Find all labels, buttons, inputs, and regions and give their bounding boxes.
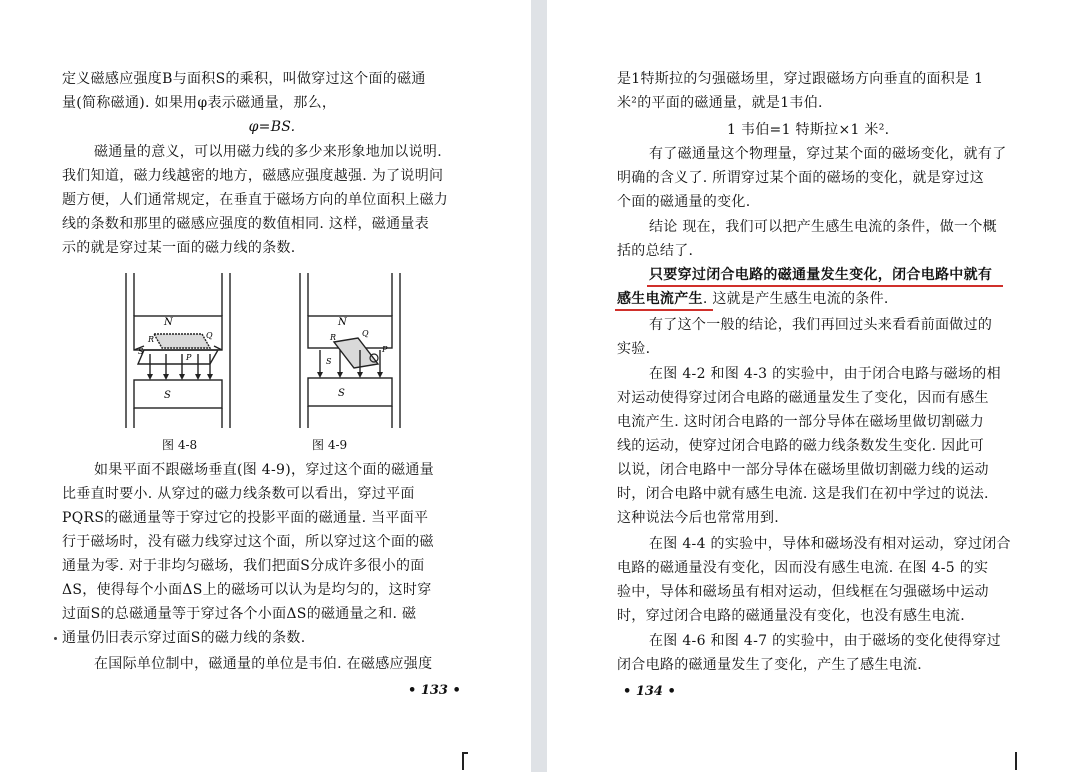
scan-mark [462, 752, 468, 754]
scan-mark [462, 752, 464, 770]
page-gutter [531, 0, 547, 772]
text-line: ΔS，使得每个小面ΔS上的磁场可以认为是均匀的，这时穿 [62, 582, 432, 598]
text-line: 线的运动，使穿过闭合电路的磁力线条数发生变化. 因此可 [617, 438, 984, 454]
fig2-label: P [382, 345, 388, 354]
text-line: 个面的磁通量的变化. [617, 194, 751, 210]
fig2-label: R [330, 333, 337, 342]
text-line: 结论 现在，我们可以把产生感生电流的条件，做一个概 [649, 219, 997, 235]
text-line: 在国际单位制中，磁通量的单位是韦伯. 在磁感应强度 [94, 656, 433, 672]
text-line: 这种说法今后也常常用到. [617, 510, 780, 526]
text-line: 线的条数和那里的磁感应强度的数值相同. 这样，磁通量表 [62, 216, 429, 232]
text-line: 磁通量的意义，可以用磁力线的多少来形象地加以说明. [94, 144, 442, 160]
conclusion-tail: . 这就是产生感生电流的条件. [702, 291, 889, 307]
text-line: 定义磁感应强度B与面积S的乘积，叫做穿过这个面的磁通 [62, 71, 426, 87]
text-line: 以说，闭合电路中一部分导体在磁场里做切割磁力线的运动 [617, 462, 989, 478]
figure-4-9 [290, 268, 420, 433]
text-line: 在图 4-6 和图 4-7 的实验中，由于磁场的变化使得穿过 [649, 633, 1001, 649]
text-line: 是1特斯拉的匀强磁场里，穿过跟磁场方向垂直的面积是 1 [617, 71, 984, 87]
text-line: 实验. [617, 341, 651, 357]
fig2-label: S [338, 388, 345, 399]
text-line [617, 290, 889, 308]
fig2-label: Q [362, 329, 369, 338]
text-line: 对运动使得穿过闭合电路的磁通量发生了变化，因而有感生 [617, 390, 989, 406]
scan-mark [1015, 752, 1017, 770]
formula-text: φ=BS. [248, 119, 296, 135]
text-line: 闭合电路的磁通量发生了变化，产生了感生电流. [617, 657, 923, 673]
scan-speck [54, 637, 57, 640]
text-line: 行于磁场时，没有磁力线穿过这个面，所以穿过这个面的磁 [62, 534, 434, 550]
fig1-label: N [164, 317, 173, 328]
fig1-label: S [138, 347, 144, 356]
text-line: 在图 4-2 和图 4-3 的实验中，由于闭合电路与磁场的相 [649, 366, 1001, 382]
page-133 [0, 0, 531, 772]
figure-caption: 图 4-9 [312, 438, 348, 452]
fig2-label: S [326, 357, 332, 366]
text-line: 电路的磁通量没有变化，因而没有感生电流. 在图 4-5 的实 [617, 560, 989, 576]
text-line: 米²的平面的磁通量，就是1韦伯. [617, 95, 823, 111]
text-line: PQRS的磁通量等于穿过它的投影平面的磁通量. 当平面平 [62, 510, 429, 526]
page-number: • 133 • [408, 683, 461, 698]
figure-caption: 图 4-8 [162, 438, 198, 452]
text-line: 我们知道，磁力线越密的地方，磁感应强度越强. 为了说明问 [62, 168, 444, 184]
text-line: 通量仍旧表示穿过面S的磁力线的条数. [62, 630, 306, 646]
text-line: 量(简称磁通). 如果用φ表示磁通量，那么， [62, 95, 337, 111]
text-line: 验中，导体和磁场虽有相对运动，但线框在匀强磁场中运动 [617, 584, 989, 600]
text-line: 在图 4-4 的实验中，导体和磁场没有相对运动，穿过闭合 [649, 536, 1011, 552]
text-line: 题方便，人们通常规定，在垂直于磁场方向的单位面积上磁力 [62, 192, 449, 208]
text-line: 比垂直时要小. 从穿过的磁力线条数可以看出，穿过平面 [62, 486, 415, 502]
formula: 1 韦伯=1 特斯拉×1 米². [727, 122, 890, 138]
fig2-label: N [338, 317, 347, 328]
figure-4-8 [110, 268, 250, 433]
fig1-label: P [186, 353, 192, 362]
fig1-label: R [148, 335, 155, 344]
text-line: 电流产生. 这时闭合电路的一部分导体在磁场里做切割磁力 [617, 414, 984, 430]
text-line: 通量为零. 对于非均匀磁场，我们把面S分成许多很小的面 [62, 558, 425, 574]
text-line: 括的总结了. [617, 243, 694, 259]
highlighted-conclusion: 只要穿过闭合电路的磁通量发生变化，闭合电路中就有 [649, 267, 993, 283]
page-134 [547, 0, 1080, 772]
text-line: 过面S的总磁通量等于穿过各个小面ΔS的磁通量之和. 磁 [62, 606, 417, 622]
text-line: 时，穿过闭合电路的磁通量没有变化，也没有感生电流. [617, 608, 965, 624]
red-underline [615, 309, 713, 311]
text-line: 示的就是穿过某一面的磁力线的条数. [62, 240, 296, 256]
fig1-label: S [164, 390, 171, 401]
highlighted-conclusion-end: 感生电流产生 [617, 291, 703, 307]
text-line: 明确的含义了. 所谓穿过某个面的磁场的变化，就是穿过这 [617, 170, 984, 186]
text-line: 有了这个一般的结论，我们再回过头来看看前面做过的 [649, 317, 993, 333]
fig1-label: Q [206, 331, 213, 340]
text-line: 如果平面不跟磁场垂直(图 4-9)，穿过这个面的磁通量 [94, 462, 435, 478]
text-line: 有了磁通量这个物理量，穿过某个面的磁场变化，就有了 [649, 146, 1007, 162]
text-line: 时，闭合电路中就有感生电流. 这是我们在初中学过的说法. [617, 486, 989, 502]
page-number: • 134 • [623, 684, 676, 699]
red-underline [647, 285, 1003, 287]
formula [62, 118, 482, 136]
